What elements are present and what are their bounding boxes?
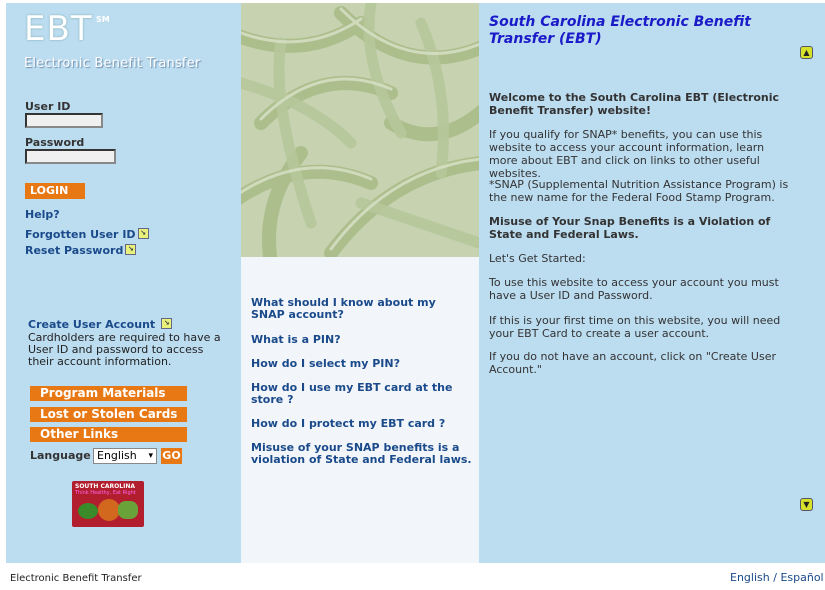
chevron-down-icon: ▼ xyxy=(803,500,810,509)
reset-password-link[interactable] xyxy=(25,244,136,257)
misuse-warning: Misuse of Your Snap Benefits is a Violation of State and Federal Laws. xyxy=(489,215,771,241)
language-selected: English xyxy=(97,449,137,462)
welcome-heading: Welcome to the South Carolina EBT (Electronic Benefit Transfer) website! xyxy=(489,91,780,117)
faq-select-pin-link[interactable]: How do I select my PIN? xyxy=(251,357,400,370)
external-link-icon: ↘ xyxy=(125,244,136,255)
card-title: SOUTH CAROLINA xyxy=(75,483,135,490)
create-account-instruction: If you do not have an account, click on "Create User Account." xyxy=(489,350,777,376)
snap-note: *SNAP (Supplemental Nutrition Assistance Program) is the new name for the Federal Food Stamp Program. xyxy=(489,178,789,204)
vegetable-shape xyxy=(98,499,120,521)
card-slogan: Think Healthy, Eat Right xyxy=(75,490,136,496)
ebt-card-image xyxy=(72,481,144,527)
footer-text: Electronic Benefit Transfer xyxy=(10,573,142,584)
faq-what-is-pin-link[interactable]: What is a PIN? xyxy=(251,333,341,346)
intro-paragraph: If you qualify for SNAP* benefits, you can use this website to access your account information, learn more about EBT and click on links to other useful websites. xyxy=(489,128,765,180)
other-links-button[interactable]: Other Links xyxy=(30,427,187,442)
faq-snap-account-link[interactable]: What should I know about my SNAP account? xyxy=(251,296,436,321)
lost-stolen-cards-button[interactable]: Lost or Stolen Cards xyxy=(30,407,187,422)
userid-input[interactable] xyxy=(25,113,103,128)
program-materials-button[interactable]: Program Materials xyxy=(30,386,187,401)
faq-use-card-link[interactable]: How do I use my EBT card at the store ? xyxy=(251,381,453,406)
language-separator: / xyxy=(773,571,777,584)
logo-main: EBT xyxy=(24,9,93,49)
scroll-up-button[interactable] xyxy=(800,46,813,59)
chevron-down-icon: ▾ xyxy=(148,451,153,461)
footer-language-links xyxy=(730,571,824,584)
reset-password-label: Reset Password xyxy=(25,244,124,257)
userid-requirement: To use this website to access your account you must have a User ID and Password. xyxy=(489,276,779,302)
page xyxy=(6,3,825,563)
chevron-up-icon: ▲ xyxy=(803,48,810,57)
first-time-note: If this is your first time on this website, you will need your EBT Card to create a user account. xyxy=(489,314,781,340)
login-button[interactable]: LOGIN xyxy=(25,183,85,199)
english-link[interactable]: English xyxy=(730,571,770,584)
faq-misuse-link[interactable]: Misuse of your SNAP benefits is a violation of State and Federal laws. xyxy=(251,441,472,466)
password-input[interactable] xyxy=(25,149,116,164)
forgotten-userid-label: Forgotten User ID xyxy=(25,228,136,241)
vegetable-shape xyxy=(118,501,138,519)
go-button[interactable]: GO xyxy=(162,449,181,462)
main-content xyxy=(479,3,825,563)
forgotten-userid-link[interactable] xyxy=(25,228,149,241)
logo-sm: SM xyxy=(96,15,110,24)
userid-label: User ID xyxy=(25,100,71,113)
external-link-icon: ↘ xyxy=(161,318,172,329)
green-beans-photo xyxy=(241,3,479,257)
faq-column xyxy=(241,3,479,563)
vegetable-shape xyxy=(78,503,98,519)
green-beans-illustration xyxy=(241,3,479,257)
espanol-link[interactable]: Español xyxy=(780,571,824,584)
faq-protect-card-link[interactable]: How do I protect my EBT card ? xyxy=(251,417,446,430)
ebt-logo xyxy=(24,9,224,75)
get-started-heading: Let's Get Started: xyxy=(489,252,586,265)
create-user-account-label: Create User Account xyxy=(28,318,156,331)
page-title: South Carolina Electronic Benefit Transfer (EBT) xyxy=(489,14,751,47)
scroll-down-button[interactable] xyxy=(800,498,813,511)
logo-subtitle: Electronic Benefit Transfer xyxy=(24,56,201,71)
help-link[interactable]: Help? xyxy=(25,208,60,221)
left-sidebar xyxy=(6,3,241,563)
language-select[interactable] xyxy=(93,448,157,464)
external-link-icon: ↘ xyxy=(138,228,149,239)
create-account-description: Cardholders are required to have a User ID and password to access their account information. xyxy=(28,331,221,368)
language-label: Language xyxy=(30,449,91,462)
password-label: Password xyxy=(25,136,85,149)
create-user-account-link[interactable] xyxy=(28,318,172,331)
